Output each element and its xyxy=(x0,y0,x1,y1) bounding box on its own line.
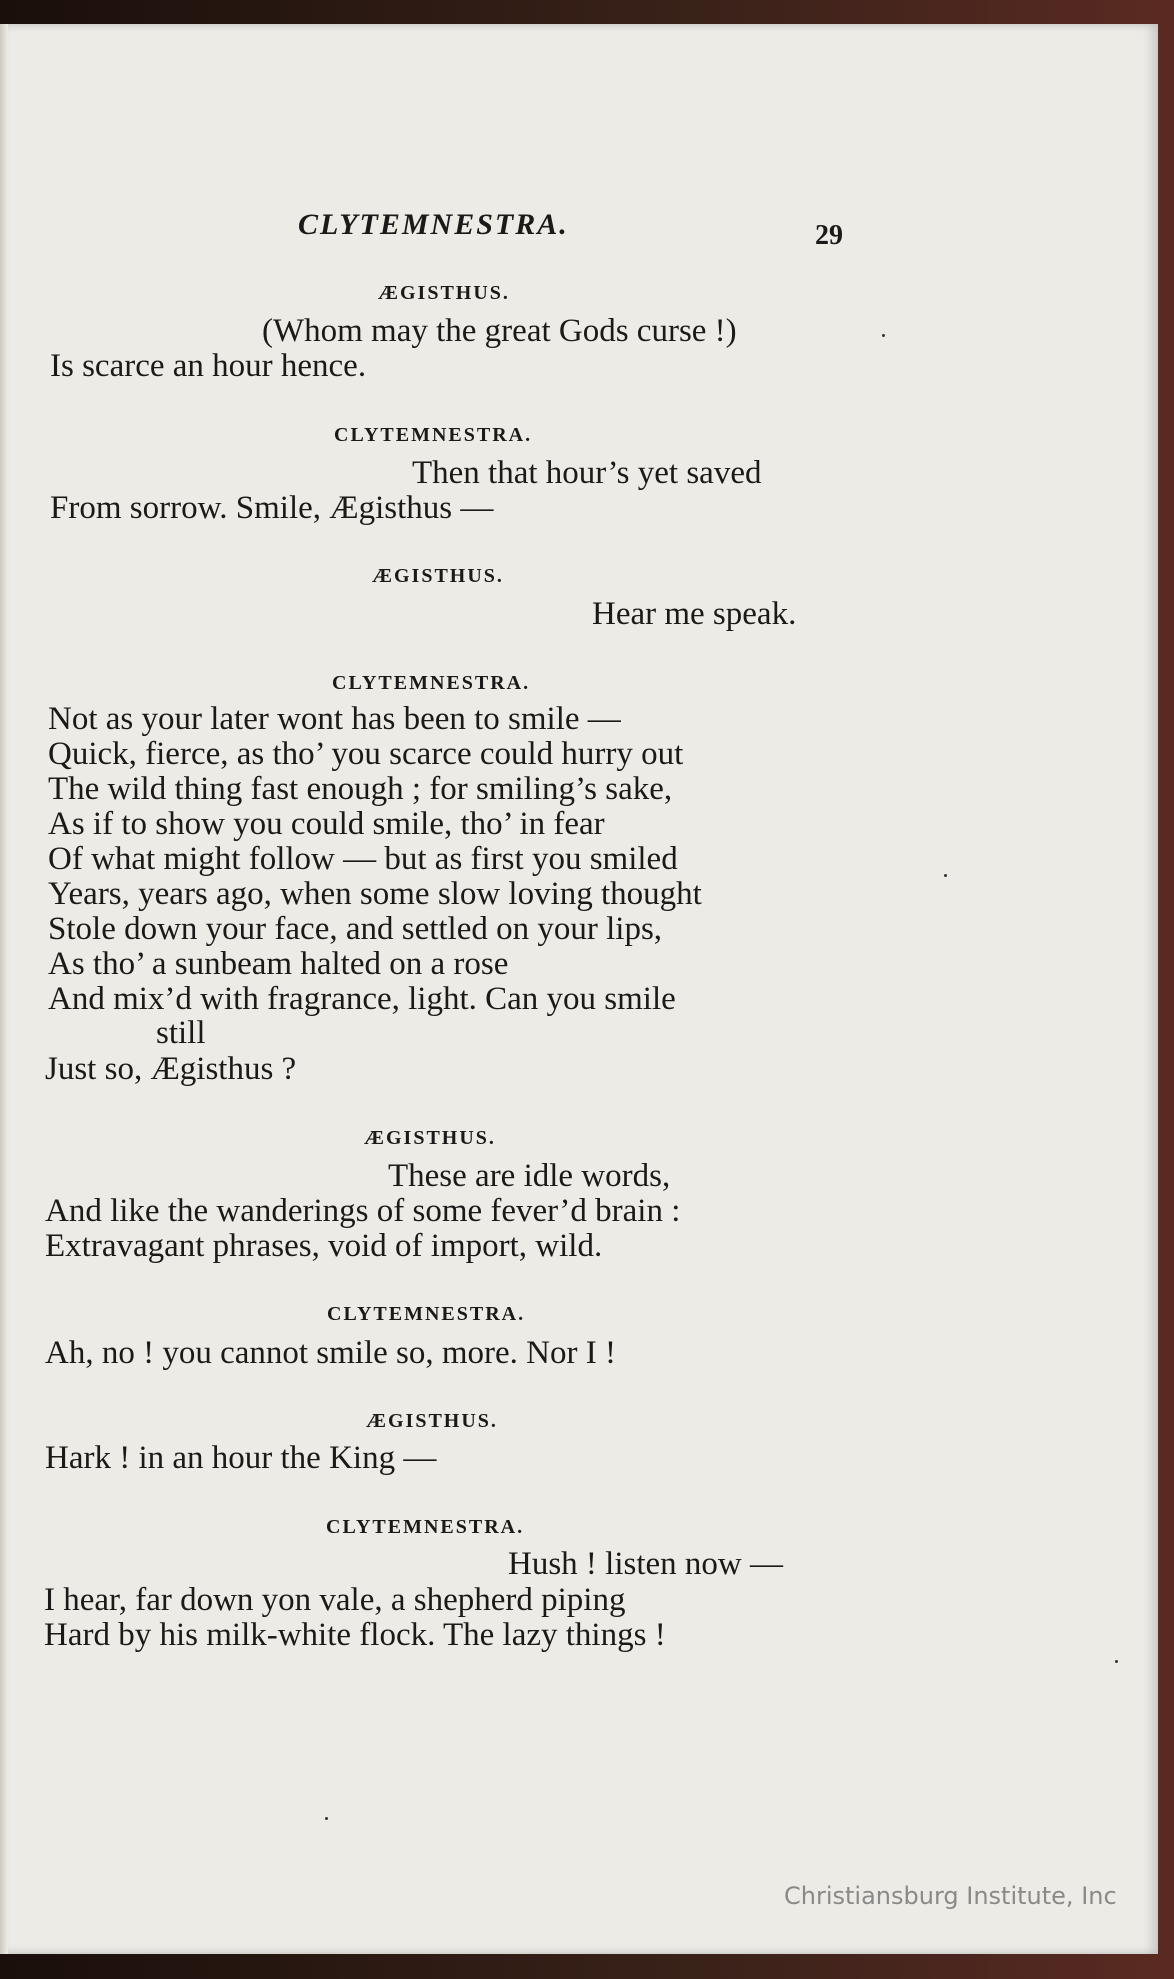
speaker-label: ÆGISTHUS. xyxy=(364,1127,496,1149)
verse-line: I hear, far down yon vale, a shepherd piping xyxy=(44,1582,626,1618)
page-number: 29 xyxy=(815,220,843,251)
verse-line: Hard by his milk-white flock. The lazy things ! xyxy=(44,1617,666,1653)
verse-line: Then that hour’s yet saved xyxy=(412,455,762,491)
paper-speck xyxy=(325,1817,328,1820)
speaker-label: ÆGISTHUS. xyxy=(372,565,504,587)
watermark-text: Christiansburg Institute, Inc xyxy=(784,1882,1117,1910)
verse-line: These are idle words, xyxy=(388,1158,671,1194)
verse-line: Years, years ago, when some slow loving thought xyxy=(48,876,702,912)
paper-speck xyxy=(1115,1660,1118,1663)
verse-line: From sorrow. Smile, Ægisthus — xyxy=(50,490,494,526)
verse-line: Just so, Ægisthus ? xyxy=(45,1051,297,1087)
speaker-label: CLYTEMNESTRA. xyxy=(327,1303,526,1325)
verse-line: Quick, fierce, as tho’ you scarce could hurry out xyxy=(48,736,684,772)
verse-line: The wild thing fast enough ; for smiling’s sake, xyxy=(48,771,673,807)
speaker-label: ÆGISTHUS. xyxy=(366,1410,498,1432)
verse-line: Of what might follow — but as first you smiled xyxy=(48,841,678,877)
verse-line: Ah, no ! you cannot smile so, more. Nor I ! xyxy=(45,1335,616,1371)
verse-line: Hear me speak. xyxy=(592,596,797,632)
speaker-label: CLYTEMNESTRA. xyxy=(334,424,533,446)
verse-line: Stole down your face, and settled on your lips, xyxy=(48,911,663,947)
verse-line: Hark ! in an hour the King — xyxy=(45,1440,437,1476)
verse-line: Is scarce an hour hence. xyxy=(50,348,367,384)
verse-line: Extravagant phrases, void of import, wild. xyxy=(45,1228,603,1264)
verse-line: Hush ! listen now — xyxy=(508,1546,783,1582)
paper-speck xyxy=(882,334,885,337)
verse-line: And like the wanderings of some fever’d brain : xyxy=(45,1193,681,1229)
speaker-label: CLYTEMNESTRA. xyxy=(326,1516,525,1538)
verse-line: Not as your later wont has been to smile — xyxy=(48,701,621,737)
speaker-label: CLYTEMNESTRA. xyxy=(332,672,531,694)
paper-speck xyxy=(944,874,947,877)
verse-line: As tho’ a sunbeam halted on a rose xyxy=(48,946,509,982)
verse-line: (Whom may the great Gods curse !) xyxy=(262,313,737,349)
page-gutter xyxy=(0,24,8,1954)
running-title: CLYTEMNESTRA. xyxy=(298,208,569,241)
verse-line: And mix’d with fragrance, light. Can you smile xyxy=(48,981,676,1017)
verse-line: still xyxy=(156,1015,206,1051)
speaker-label: ÆGISTHUS. xyxy=(378,282,510,304)
verse-line: As if to show you could smile, tho’ in fear xyxy=(48,806,605,842)
